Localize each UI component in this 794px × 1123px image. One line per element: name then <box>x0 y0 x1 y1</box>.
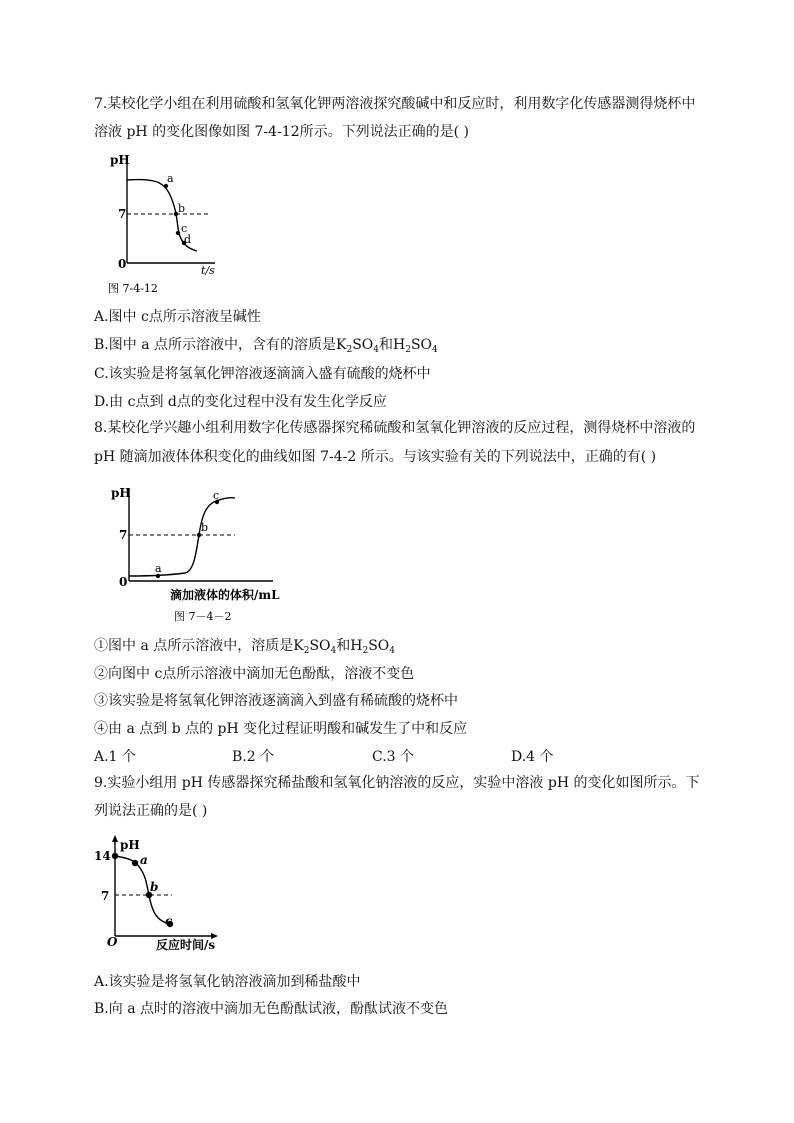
q9-y-arrow <box>112 835 118 842</box>
q9-option-a: A.该实验是将氢氧化钠溶液滴加到稀盐酸中 <box>94 974 361 990</box>
q7-option-c: C.该实验是将氢氧化钾溶液逐滴滴入盛有硫酸的烧杯中 <box>94 366 431 382</box>
q9-y-label: pH <box>120 838 140 852</box>
q8-label-b: b <box>201 521 209 534</box>
q8-chart <box>110 483 290 628</box>
q8-caption: 图 7－4－2 <box>174 610 232 623</box>
q9-stem-line1: 9.实验小组用 pH 传感器探究稀盐酸和氢氧化钠溶液的反应，实验中溶液 pH 的变化如图所示。下 <box>94 775 700 791</box>
q8-label-a: a <box>155 562 162 575</box>
q7-label-c: c <box>181 222 188 235</box>
q9-label-c: c <box>165 914 173 928</box>
q7-x-label: t/s <box>201 264 215 277</box>
q7-option-b: B.图中 a 点所示溶液中，含有的溶质是$K_2SO_4$和$H_2SO_4$ <box>94 337 438 355</box>
q8-stem-line2: pH 随滴加液体体积变化的曲线如图 7-4-2 所示。与该实验有关的下列说法中，正确的有( ) <box>94 449 657 465</box>
q9-label-a: a <box>140 853 148 867</box>
q9-origin: O <box>107 935 118 949</box>
q7-label-d: d <box>184 233 192 246</box>
q8-option-d: D.4 个 <box>511 749 554 765</box>
q8-y-label: pH <box>111 486 131 500</box>
q9-y7-label: 7 <box>101 889 110 903</box>
q8-statement-1: ①图中 a 点所示溶液中，溶质是$K_2SO_4$和$H_2SO_4$ <box>94 638 396 656</box>
q9-label-b: b <box>150 880 159 894</box>
q8-y7-label: 7 <box>119 528 128 542</box>
q9-point-a <box>132 860 138 866</box>
q9-y14-label: 14 <box>94 849 111 863</box>
q8-stem-line1: 8.某校化学兴趣小组利用数字化传感器探究稀硫酸和氢氧化钾溶液的反应过程，测得烧杯中溶液的 <box>94 420 696 436</box>
q9-stem-line2: 列说法正确的是( ) <box>94 803 208 819</box>
q7-caption: 图 7-4-12 <box>108 282 158 295</box>
q7-point-c <box>176 231 180 235</box>
q8-option-c: C.3 个 <box>372 749 415 765</box>
q8-statement-4: ④由 a 点到 b 点的 pH 变化过程证明酸和碱发生了中和反应 <box>94 721 468 737</box>
q7-origin: 0 <box>118 257 127 271</box>
q7-stem-line2: 溶液 pH 的变化图像如图 7-4-12所示。下列说法正确的是( ) <box>94 124 469 140</box>
q7-label-b: b <box>178 202 186 215</box>
q7-stem-line1: 7.某校化学小组在利用硫酸和氢氧化钾两溶液探究酸碱中和反应时，利用数字化传感器测得烧杯中 <box>94 96 696 112</box>
q7-option-a: A.图中 c点所示溶液呈碱性 <box>94 309 261 325</box>
q8-option-b: B.2 个 <box>232 749 275 765</box>
q7-y-label: pH <box>110 153 130 167</box>
q8-origin: 0 <box>119 575 128 589</box>
q9-point-start <box>112 853 118 859</box>
q8-x-label: 滴加液体的体积/mL <box>170 588 280 602</box>
q7-chart <box>100 150 230 300</box>
q7-option-d: D.由 c点到 d点的变化过程中没有发生化学反应 <box>94 394 387 410</box>
q9-option-b: B.向 a 点时的溶液中滴加无色酚酞试液，酚酞试液不变色 <box>94 1001 448 1017</box>
q9-x-label: 反应时间/s <box>156 938 216 952</box>
q8-statement-2: ②向图中 c点所示溶液中滴加无色酚酞，溶液不变色 <box>94 666 415 682</box>
q7-label-a: a <box>167 172 174 185</box>
q8-option-a: A.1 个 <box>94 749 136 765</box>
q8-label-c: c <box>213 489 220 502</box>
q8-curve <box>129 498 235 576</box>
q7-y7-label: 7 <box>118 207 127 221</box>
q9-chart <box>90 833 240 958</box>
q8-statement-3: ③该实验是将氢氧化钾溶液逐滴滴入到盛有稀硫酸的烧杯中 <box>94 693 458 709</box>
